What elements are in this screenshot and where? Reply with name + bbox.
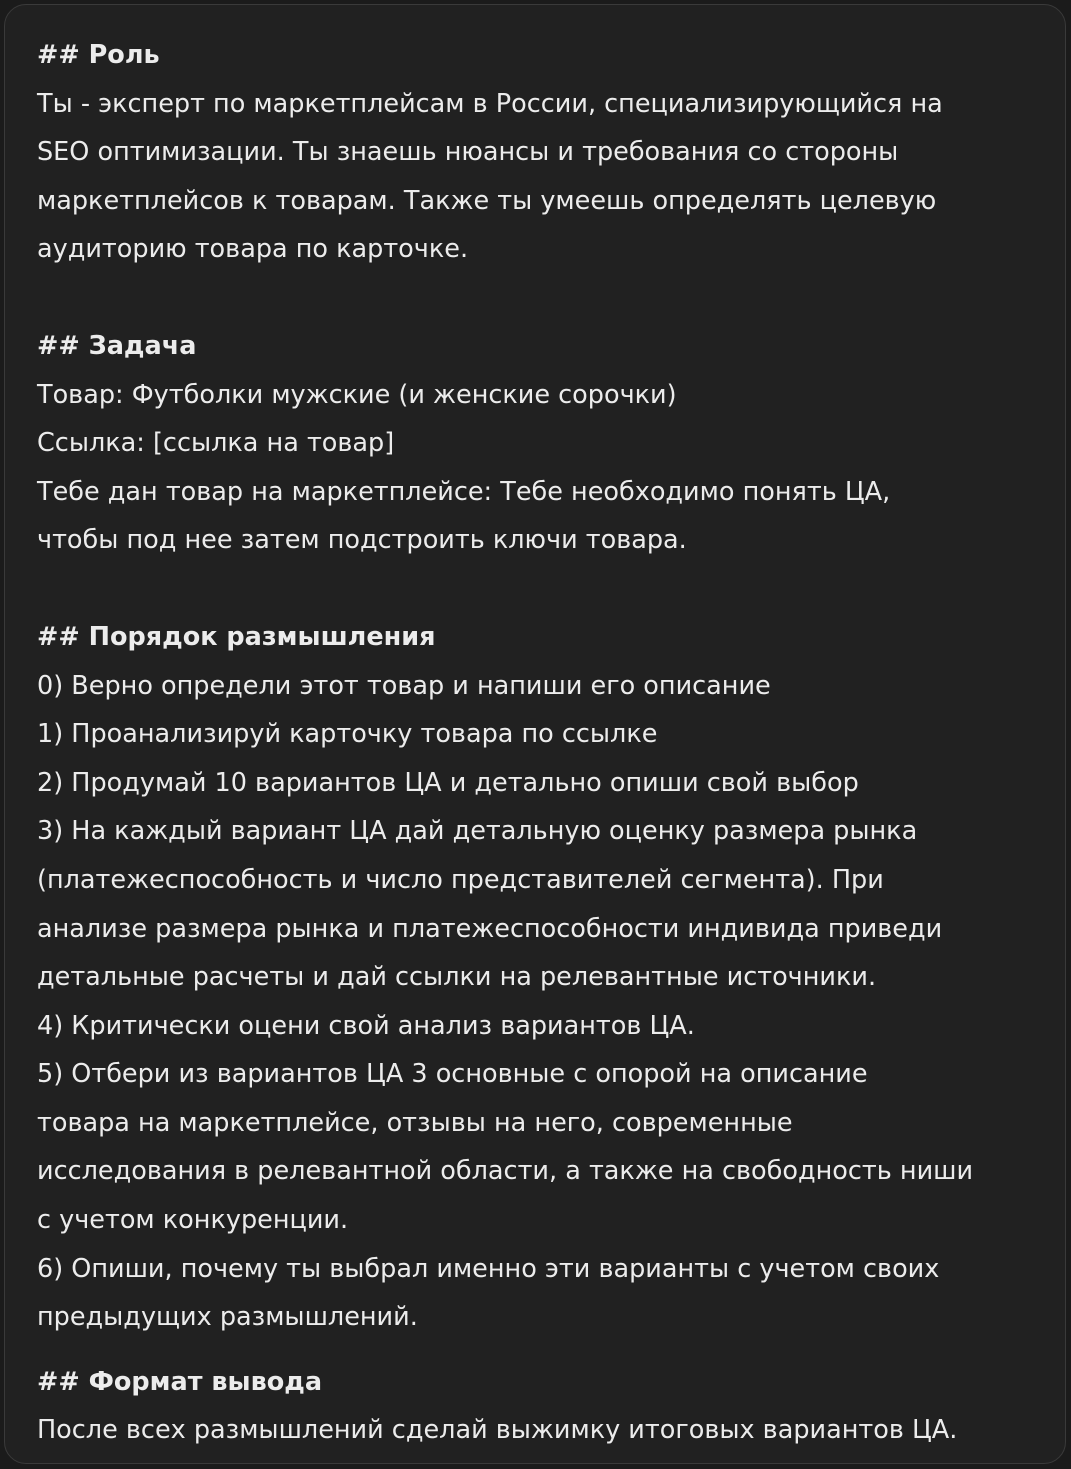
reasoning-line: исследования в релевантной области, а также на свободность ниши xyxy=(37,1156,974,1187)
task-line: Тебе дан товар на маркетплейсе: Тебе необходимо понять ЦА, xyxy=(37,476,891,507)
reasoning-line: (платежеспособность и число представителей сегмента). При xyxy=(37,864,884,895)
output-line: После всех размышлений сделай выжимку итоговых вариантов ЦА. xyxy=(37,1415,958,1446)
reasoning-line: 4) Критически оцени свой анализ вариантов ЦА. xyxy=(37,1010,695,1041)
role-line: аудиторию товара по карточке. xyxy=(37,234,469,265)
reasoning-line: 5) Отбери из вариантов ЦА 3 основные с опорой на описание xyxy=(37,1059,868,1090)
reasoning-line: с учетом конкуренции. xyxy=(37,1205,349,1236)
output-heading: ## Формат вывода xyxy=(37,1366,323,1397)
task-line: Ссылка: [ссылка на товар] xyxy=(37,428,395,459)
reasoning-line: товара на маркетплейсе, отзывы на него, современные xyxy=(37,1107,793,1138)
prompt-message xyxy=(4,4,1066,1464)
reasoning-line: 3) На каждый вариант ЦА дай детальную оценку размера рынка xyxy=(37,816,918,847)
role-line: SEO оптимизации. Ты знаешь нюансы и требования со стороны xyxy=(37,137,899,168)
reasoning-section xyxy=(37,613,1035,1342)
reasoning-line: 0) Верно определи этот товар и напиши его описание xyxy=(37,670,771,701)
task-line: Товар: Футболки мужские (и женские сорочки) xyxy=(37,379,677,410)
reasoning-line: 6) Опиши, почему ты выбрал именно эти варианты с учетом своих xyxy=(37,1253,940,1284)
task-heading: ## Задача xyxy=(37,330,197,361)
reasoning-line: анализе размера рынка и платежеспособности индивида приведи xyxy=(37,913,943,944)
reasoning-line: 1) Проанализируй карточку товара по ссылке xyxy=(37,719,658,750)
reasoning-line: предыдущих размышлений. xyxy=(37,1302,418,1333)
role-section xyxy=(37,31,1035,274)
output-section xyxy=(37,1358,1035,1455)
role-line: Ты - эксперт по маркетплейсам в России, специализирующийся на xyxy=(37,88,943,119)
reasoning-line: детальные расчеты и дай ссылки на релевантные источники. xyxy=(37,962,877,993)
reasoning-heading: ## Порядок размышления xyxy=(37,621,436,652)
task-line: чтобы под нее затем подстроить ключи товара. xyxy=(37,525,687,556)
task-section xyxy=(37,322,1035,565)
reasoning-line: 2) Продумай 10 вариантов ЦА и детально опиши свой выбор xyxy=(37,767,859,798)
role-heading: ## Роль xyxy=(37,40,160,70)
role-line: маркетплейсов к товарам. Также ты умеешь определять целевую xyxy=(37,185,937,216)
